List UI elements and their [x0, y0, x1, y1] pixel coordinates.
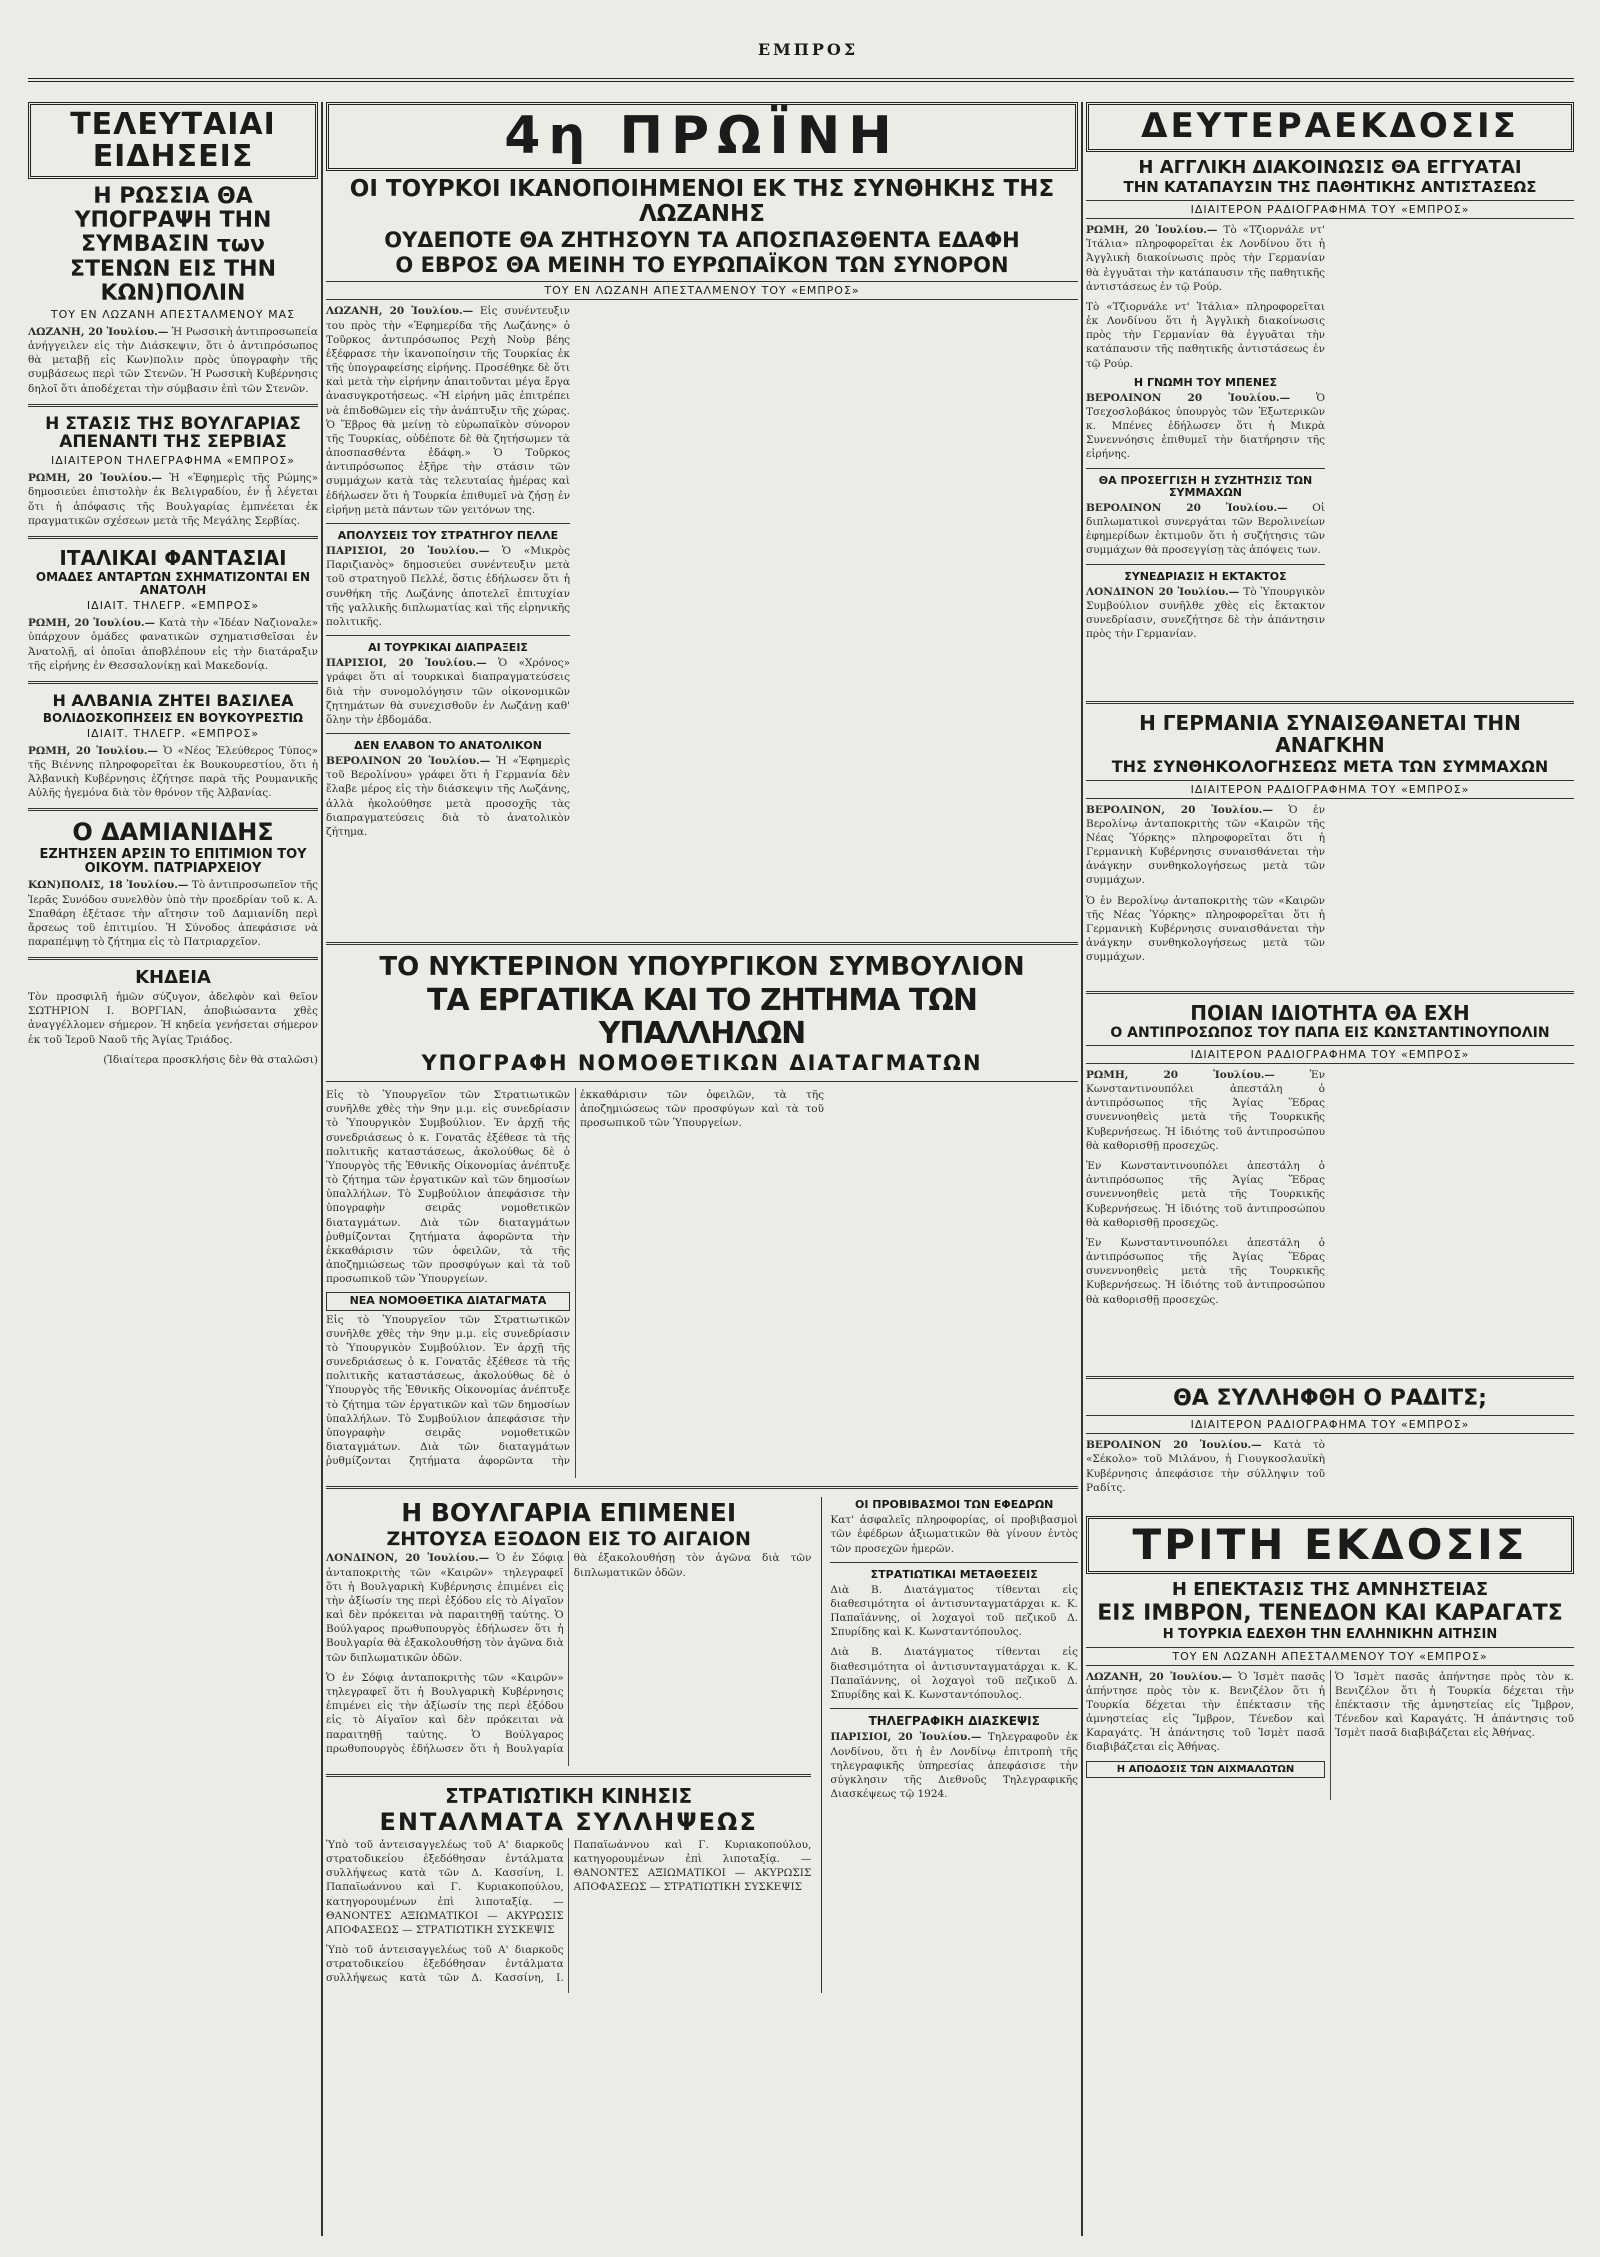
main-article-columns [326, 304, 1078, 934]
deck: ΤΟΥ ΕΝ ΛΩΖΑΝΗ ΑΠΕΣΤΑΛΜΕΝΟΥ ΜΑΣ [50, 307, 296, 321]
subhead: Ο ΕΒΡΟΣ ΘΑ ΜΕΙΝΗ ΤΟ ΕΥΡΩΠΑΪΚΟΝ ΤΩΝ ΣΥΝΟΡΟΝ [395, 253, 1009, 278]
divider [1086, 991, 1574, 994]
divider [28, 957, 318, 960]
masthead-rule [28, 78, 1574, 82]
side-notes [821, 1497, 1078, 1993]
section-title-box [1086, 102, 1574, 152]
deck: ΙΔΙΑΙΤΕΡΟΝ ΡΑΔΙΟΓΡΑΦΗΜΑ ΤΟΥ «ΕΜΠΡΟΣ» [1086, 1045, 1574, 1064]
article-text: Ἐν Κωνσταντινουπόλει ἀπεστάλη ὁ ἀντιπρόσωπος τῆς Ἁγίας Ἕδρας συνεννοηθεὶς μετὰ τῆς Τουρκικῆς Κυβερνήσεως. Ἡ ἰδιότης τοῦ ἀντιπροσώπου θὰ καθορισθῇ προσεχῶς. [1086, 1068, 1325, 1152]
article-body [830, 1730, 1078, 1801]
article-text: Τὸ «Τζιορνάλε ντ' Ἰτάλια» πληροφορεῖται ἐκ Λονδίνου ὅτι ἡ Ἀγγλικὴ διακοίνωσις πρὸς τὴν Γερμανίαν θὰ ἐγγυᾶται τὴν κατάπαυσιν τῆς παθητικῆς ἀντιστάσεως ἐν τῷ Ρούρ. [1086, 300, 1325, 370]
subhead: ΟΜΑΔΕΣ ΑΝΤΑΡΤΩΝ ΣΧΗΜΑΤΙΖΟΝΤΑΙ ΕΝ ΑΝΑΤΟΛΗ [35, 569, 311, 598]
article-text: Ὑπὸ τοῦ ἀντεισαγγελέως τοῦ Α' διαρκοῦς στρατοδικείου ἐξεδόθησαν ἐντάλματα συλλήψεως κατὰ τῶν Δ. Κασσίνη, Ι. Παπαϊωάννου καὶ Γ. Κυριακοπούλου, κατηγορουμένων ἐπὶ λιποταξίᾳ. — ΘΑΝΟΝΤΕΣ ΑΞΙΩΜΑΤΙΚΟΙ — ΑΚΥΡΩΣΙΣ ΑΠΟΦΑΣΕΩΣ — ΣΤΡΑΤΙΩΤΙΚΗ ΣΥΣΚΕΨΙΣ [326, 1838, 812, 1985]
article-text: Εἰς συνέντευξιν του πρὸς τὴν «Ἐφημερίδα τῆς Λωζάνης» ὁ Τοῦρκος ἀντιπρόσωπος Ρεχὴ Νοὺρ βέης ἐξέφρασε τὴν ἱκανοποίησιν τῆς Τουρκίας ἐκ τῆς ὑπογραφείσης εἰρήνης. Προσέθηκε δὲ ὅτι καὶ μετὰ τὴν εἰρήνην ἀπαιτοῦνται μέγα ἔργα ἀνασυγκροτήσεως. «Ἡ εἰρήνη μᾶς ἐπιτρέπει νὰ ἐπιδοθῶμεν εἰς τὴν ἀνάπτυξιν τῆς χώρας. Ὁ Ἕβρος θὰ μείνῃ τὸ εὐρωπαϊκὸν σύνορον τῆς Τουρκίας, οὐδέποτε δὲ θὰ ζητήσωμεν τὰ ἀποσπασθέντα ἐδάφη.» Ὁ Τοῦρκος ἀντιπρόσωπος ἐξῆρε τὴν στάσιν τῶν συμμάχων κατὰ τὰς τελευταίας ἡμέρας καὶ ἐδήλωσεν ὅτι ἡ Τουρκία ἐπιθυμεῖ νὰ ζήσῃ ἐν εἰρήνῃ μετὰ πάντων τῶν γειτόνων της. [326, 305, 571, 516]
headline: ΣΤΡΑΤΙΩΤΙΚΑΙ ΜΕΤΑΘΕΣΕΙΣ [870, 1567, 1038, 1581]
article-text: Ὑπὸ τοῦ ἀντεισαγγελέως τοῦ Α' διαρκοῦς στρατοδικείου ἐξεδόθησαν ἐντάλματα συλλήψεως κατὰ τῶν Δ. Κασσίνη, Ι. Παπαϊωάννου καὶ Γ. Κυριακοπούλου, κατηγορουμένων ἐπὶ λιποταξίᾳ. — ΘΑΝΟΝΤΕΣ ΑΞΙΩΜΑΤΙΚΟΙ — ΑΚΥΡΩΣΙΣ ΑΠΟΦΑΣΕΩΣ — ΣΤΡΑΤΙΩΤΙΚΗ ΣΥΣΚΕΨΙΣ [326, 1838, 564, 1936]
deck: ΙΔΙΑΙΤ. ΤΗΛΕΓΡ. «ΕΜΠΡΟΣ» [86, 599, 260, 613]
dateline: ΒΕΡΟΛΙΝΟΝ 20 Ἰουλίου.— [1086, 391, 1291, 404]
headline: ΘΑ ΠΡΟΣΕΓΓΙΣΗ Η ΣΥΖΗΤΗΣΙΣ ΤΩΝ ΣΥΜΜΑΧΩΝ [1098, 473, 1313, 499]
article-body [326, 544, 570, 629]
subhead: ΟΥΔΕΠΟΤΕ ΘΑ ΖΗΤΗΣΟΥΝ ΤΑ ΑΠΟΣΠΑΣΘΕΝΤΑ ΕΔΑΦΗ [384, 228, 1020, 253]
headline: ΠΟΙΑΝ ΙΔΙΟΤΗΤΑ ΘΑ ΕΧΗ [1190, 1000, 1470, 1025]
divider [830, 1708, 1078, 1709]
divider [28, 536, 318, 539]
headline: ΚΗΔΕΙΑ [135, 967, 211, 989]
article-body [1086, 1670, 1325, 1755]
subhead: ΥΠΟΓΡΑΦΗ ΝΟΜΟΘΕΤΙΚΩΝ ΔΙΑΤΑΓΜΑΤΩΝ [421, 1050, 983, 1075]
footer-note: (Ἰδιαίτερα προσκλήσις δὲν θὰ σταλῶσι) [103, 1053, 318, 1066]
subhead: ΒΟΛΙΔΟΣΚΟΠΗΣΕΙΣ ΕΝ ΒΟΥΚΟΥΡΕΣΤΙΩ [42, 710, 304, 725]
deck: ΙΔΙΑΙΤ. ΤΗΛΕΓΡ. «ΕΜΠΡΟΣ» [86, 726, 260, 740]
article-text: Ὁ Τσεχοσλοβάκος ὑπουργὸς τῶν Ἐξωτερικῶν κ. Μπένες ἐδήλωσεν ὅτι ἡ Μικρὰ Συνεννόησις ἐπιθυμεῖ τὴν διατήρησιν τῆς εἰρήνης. [1086, 391, 1325, 461]
divider [326, 1486, 1078, 1489]
subhead: ΕΝΤΑΛΜΑΤΑ ΣΥΛΛΗΨΕΩΣ [379, 1808, 758, 1837]
center-column [326, 102, 1078, 2236]
article-text: Ὁ ἐν Βερολίνῳ ἀνταποκριτὴς τῶν «Καιρῶν τῆς Νέας Ὑόρκης» πληροφορεῖται ὅτι ἡ Γερμανικὴ Κυβέρνησις συναισθάνεται τὴν ἀνάγκην συνθηκολογήσεως μετὰ τῶν συμμάχων. [1086, 894, 1325, 964]
divider [326, 523, 570, 524]
headline: Η ΓΕΡΜΑΝΙΑ ΣΥΝΑΙΣΘΑΝΕΤΑΙ ΤΗΝ ΑΝΑΓΚΗΝ [1139, 710, 1521, 757]
section-title-box [326, 102, 1078, 171]
raditch-columns [1086, 1438, 1574, 1508]
article-text: Ἡ Ρωσσικὴ ἀντιπροσωπεία ἀνήγγειλεν εἰς τὴν Διάσκεψιν, ὅτι ὁ ἀντιπρόσωπος θὰ μεταβῇ εἰς Κων)πολιν πρὸς ὑπογραφὴν τῆς συμβάσεως περὶ τῶν Στενῶν. Ἡ Ρωσσικὴ Κυβέρνησις δηλοῖ ὅτι ἀποδέχεται τὴν σύμβασιν ἐπὶ τῶν Στενῶν. [28, 325, 318, 395]
article-text: Τηλεγραφοῦν ἐκ Λονδίνου, ὅτι ἡ ἐν Λονδίνῳ ἐπιτροπὴ τῆς τηλεγραφικῆς ὑπηρεσίας ἀπεφάσισε τὴν σύγκλησιν τῆς Διεθνοῦς Τηλεγραφικῆς Διασκέψεως τῷ 1924. [830, 1731, 1078, 1801]
boxed-heading: ΝΕΑ ΝΟΜΟΘΕΤΙΚΑ ΔΙΑΤΑΓΜΑΤΑ [326, 1292, 570, 1310]
deck: ΙΔΙΑΙΤΕΡΟΝ ΡΑΔΙΟΓΡΑΦΗΜΑ ΤΟΥ «ΕΜΠΡΟΣ» [1086, 780, 1574, 799]
subhead: Η ΤΟΥΡΚΙΑ ΕΔΕΧΘΗ ΤΗΝ ΕΛΛΗΝΙΚΗΝ ΑΙΤΗΣΙΝ [1162, 1627, 1498, 1643]
right-column [1086, 102, 1574, 2236]
column-divider [1081, 102, 1083, 2236]
article-body [28, 744, 318, 801]
article-body [1086, 391, 1325, 462]
section-title-box [28, 102, 318, 179]
dateline: ΠΑΡΙΣΙΟΙ, 20 Ἰουλίου.— [326, 657, 487, 670]
cabinet-article-columns [326, 1088, 1078, 1478]
right-top-columns [1086, 223, 1574, 693]
section-title: ΤΕΛΕΥΤΑΙΑΙ ΕΙΔΗΣΕΙΣ [70, 107, 276, 174]
headline: ΘΑ ΣΥΛΛΗΦΘΗ Ο ΡΑΔΙΤΣ; [1173, 1385, 1487, 1411]
headline: ΣΤΡΑΤΙΩΤΙΚΗ ΚΙΝΗΣΙΣ [445, 1784, 693, 1809]
dateline: ΡΩΜΗ, 20 Ἰουλίου.— [28, 744, 159, 757]
headline: ΟΙ ΠΡΟΒΙΒΑΣΜΟΙ ΤΩΝ ΕΦΕΔΡΩΝ [854, 1498, 1054, 1512]
headline: ΔΕΝ ΕΛΑΒΟΝ ΤΟ ΑΝΑΤΟΛΙΚΟΝ [354, 739, 542, 753]
article-body [326, 656, 570, 727]
section-title: 4η ΠΡΩΪΝΗ [504, 106, 900, 166]
lower-center-row [326, 1497, 1078, 1993]
article-text: Εἰς τὸ Ὑπουργεῖον τῶν Στρατιωτικῶν συνῆλθε χθὲς τὴν 9ην μ.μ. εἰς συνεδρίασιν τὸ Ὑπουργικὸν Συμβούλιον. Ἐν ἀρχῇ τῆς συνεδριάσεως ὁ κ. Γονατᾶς ἐξέθεσε τὰ τῆς πολιτικῆς καταστάσεως, ἀκολούθως δὲ ὁ Ὑπουργὸς τῆς Ἐθνικῆς Οἰκονομίας ἀνέπτυξε τὸ ζήτημα τῶν ἐργατικῶν καὶ τῶν δημοσίων ὑπαλλήλων. Τὸ Συμβούλιον ἀπεφάσισε τὴν ὑπογραφὴν σειρᾶς νομοθετικῶν διαταγμάτων. Διὰ τῶν διαταγμάτων ῥυθμίζονται ζητήματα ἀφορῶντα τὴν ἐκκαθάρισιν τῶν ὀφειλῶν, τὰ τῆς ἀποζημιώσεως τῶν προσφύγων καὶ τὰ τοῦ προσωπικοῦ τῶν Ὑπουργείων. [326, 1089, 570, 1286]
divider [28, 681, 318, 684]
subhead: Ο ΑΝΤΙΠΡΟΣΩΠΟΣ ΤΟΥ ΠΑΠΑ ΕΙΣ ΚΩΝΣΤΑΝΤΙΝΟΥΠΟΛΙΝ [1110, 1024, 1550, 1041]
article-body [1086, 1068, 1325, 1153]
dateline: ΛΟΝΔΙΝΟΝ 20 Ἰουλίου.— [1086, 585, 1240, 598]
section-title-box [1086, 1516, 1574, 1574]
article-text: Τὸ Ὑπουργικὸν Συμβούλιον συνῆλθε χθὲς εἰς ἔκτακτον συνεδρίασιν, συνεζήτησε δὲ τὴν ἀπάντησιν πρὸς τὴν Γερμανίαν. [1086, 585, 1325, 641]
dateline: ΛΟΝΔΙΝΟΝ, 20 Ἰουλίου.— [326, 1552, 490, 1565]
article-text: Ἐν Κωνσταντινουπόλει ἀπεστάλη ὁ ἀντιπρόσωπος τῆς Ἁγίας Ἕδρας συνεννοηθεὶς μετὰ τῆς Τουρκικῆς Κυβερνήσεως. Ἡ ἰδιότης τοῦ ἀντιπροσώπου θὰ καθορισθῇ προσεχῶς. [1086, 1236, 1325, 1306]
newspaper-page [28, 40, 1574, 2236]
article-body [28, 616, 318, 673]
dateline: ΛΩΖΑΝΗ, 20 Ἰουλίου.— [1086, 1670, 1233, 1683]
article-text: Κατὰ τὸ «Σέκολο» τοῦ Μιλάνου, ἡ Γιουγκοσλαυϊκὴ Κυβέρνησις ἀπεφάσισε τὴν σύλληψιν τοῦ Ραδίτς. [1086, 1439, 1325, 1494]
article-text: Ὁ ἐν Σόφιᾳ ἀνταποκριτὴς τῶν «Καιρῶν» τηλεγραφεῖ ὅτι ἡ Βουλγαρικὴ Κυβέρνησις ἐπιμένει εἰς τὴν ἀξίωσίν της περὶ ἐξόδου εἰς τὸ Αἰγαῖον καὶ δὲν πρόκειται νὰ παραιτηθῇ ταύτης. Ὁ Βούλγαρος πρωθυπουργὸς ἐδήλωσεν ὅτι ἡ Βουλγαρία θὰ ἐξακολουθήσῃ τὸν ἀγῶνα διὰ τῶν διπλωματικῶν ὁδῶν. [326, 1552, 812, 1755]
article-text: Ἡ «Ἐφημερὶς τοῦ Βερολίνου» γράφει ὅτι ἡ Γερμανία δὲν ἔλαβε μέρος εἰς τὴν διάσκεψιν τῆς Λωζάνης, ἀλλὰ ἠκολούθησε μετὰ προσοχῆς τὰς διαπραγματεύσεις διὰ τὸ ἀνατολικὸν ζήτημα. [326, 755, 571, 838]
article-text: Διὰ Β. Διατάγματος τίθενται εἰς διαθεσιμότητα οἱ ἀντισυνταγματάρχαι κ. Κ. Παπαϊάννης, οἱ λοχαγοὶ τοῦ πεζικοῦ Δ. Σπυρίδης καὶ Κ. Κωνσταντόπουλος. [830, 1646, 1078, 1701]
headline: ΙΤΑΛΙΚΑΙ ΦΑΝΤΑΣΙΑΙ [59, 545, 287, 570]
subhead: ΕΖΗΤΗΣΕΝ ΑΡΣΙΝ ΤΟ ΕΠΙΤΙΜΙΟΝ ΤΟΥ ΟΙΚΟΥΜ. ΠΑΤΡΙΑΡΧΕΙΟΥ [39, 846, 307, 877]
article-text: Διὰ Β. Διατάγματος τίθενται εἰς διαθεσιμότητα οἱ ἀντισυνταγματάρχαι κ. Κ. Παπαϊάννης, οἱ λοχαγοὶ τοῦ πεζικοῦ Δ. Σπυρίδης καὶ Κ. Κωνσταντόπουλος. [830, 1583, 1078, 1639]
article-text: Ὁ «Νέος Ἐλεύθερος Τύπος» τῆς Βιέννης πληροφορεῖται ἐκ Βουκουρεστίου, ὅτι ἡ Ἀλβανικὴ Κυβέρνησις ἐζήτησε παρὰ τῆς Ρουμανικῆς Αὐλῆς ἡγεμόνα διὰ τὸν θρόνον τῆς Ἀλβανίας. [28, 744, 318, 800]
article-text: Κατὰ τὴν «Ἰδέαν Ναζιοναλε» ὑπάρχουν ὁμάδες φανατικῶν σχηματισθεῖσαι ἐν Ἀνατολῇ, αἱ ὁποῖαι ἀποβλέπουν εἰς τὴν διατάραξιν τῆς εἰρήνης ἐν Θεσσαλονίκῃ καὶ Μακεδονίᾳ. [28, 617, 318, 672]
article-body [28, 471, 318, 528]
article-body [1086, 1438, 1325, 1495]
dateline: ΡΩΜΗ, 20 Ἰουλίου.— [1086, 1068, 1275, 1081]
article-text: Τὸ ἀντιπροσωπεῖον τῆς Ἱερᾶς Συνόδου συνελθὸν ὑπὸ τὴν προεδρίαν τοῦ κ. Α. Σπαθάρη ἐξέτασε τὴν αἴτησιν τοῦ Δαμιανίδη περὶ ἄρσεως τοῦ ἐπιτιμίου. Ἡ Σύνοδος ἀπεφάσισε νὰ παραπέμψῃ τὸ ζήτημα εἰς τὸ Πατριαρχεῖον. [28, 879, 318, 949]
deck: ΙΔΙΑΙΤΕΡΟΝ ΤΗΛΕΓΡΑΦΗΜΑ «ΕΜΠΡΟΣ» [50, 454, 296, 468]
deck: ΙΔΙΑΙΤΕΡΟΝ ΡΑΔΙΟΓΡΑΦΗΜΑ ΤΟΥ «ΕΜΠΡΟΣ» [1086, 1415, 1574, 1434]
article-text: Ὁ Ἰσμὲτ πασᾶς ἀπήντησε πρὸς τὸν κ. Βενιζέλον ὅτι ἡ Τουρκία δέχεται τὴν ἐπέκτασιν τῆς ἀμνηστείας εἰς Ἴμβρον, Τένεδον καὶ Καραγάτς. Ἡ ἀπάντησις τοῦ Ἰσμὲτ πασᾶ διαβιβάζεται εἰς Ἀθήνας. [1086, 1670, 1326, 1754]
headline: Η ΑΓΓΛΙΚΗ ΔΙΑΚΟΙΝΩΣΙΣ ΘΑ ΕΓΓΥΑΤΑΙ [1138, 156, 1522, 178]
headline: ΑΠΟΛΥΣΕΙΣ ΤΟΥ ΣΤΡΑΤΗΓΟΥ ΠΕΛΛΕ [337, 528, 559, 542]
article-body [1086, 585, 1325, 642]
divider [1086, 1376, 1574, 1379]
article-body [28, 878, 318, 949]
dateline: ΛΩΖΑΝΗ, 20 Ἰουλίου.— [326, 305, 474, 318]
article-body [28, 325, 318, 396]
masthead: ΕΜΠΡΟΣ [757, 40, 859, 59]
deck: ΙΔΙΑΙΤΕΡΟΝ ΡΑΔΙΟΓΡΑΦΗΜΑ ΤΟΥ «ΕΜΠΡΟΣ» [1086, 200, 1574, 219]
dateline: ΒΕΡΟΛΙΝΟΝ 20 Ἰουλίου.— [1086, 501, 1288, 514]
dateline: ΠΑΡΙΣΙΟΙ, 20 Ἰουλίου.— [830, 1731, 982, 1744]
article-body [326, 754, 570, 839]
article-body [1086, 803, 1325, 888]
headline: ΣΥΝΕΔΡΙΑΣΙΣ Η ΕΚΤΑΚΤΟΣ [1124, 569, 1287, 583]
dateline: ΒΕΡΟΛΙΝΟΝ 20 Ἰουλίου.— [326, 755, 491, 768]
divider [1086, 564, 1325, 565]
headline: Η ΕΠΕΚΤΑΣΙΣ ΤΗΣ ΑΜΝΗΣΤΕΙΑΣ [1171, 1579, 1489, 1601]
article-text: Κατ' ἀσφαλεῖς πληροφορίας, οἱ προβιβασμοὶ τῶν ἐφέδρων ἀξιωματικῶν θὰ γίνουν ἐντὸς τῶν προσεχῶν ἡμερῶν. [830, 1514, 1078, 1555]
article-body [1086, 223, 1325, 294]
headline: Η ΡΩΣΣΙΑ ΘΑ ΥΠΟΓΡΑΨΗ ΤΗΝ ΣΥΜΒΑΣΙΝ των ΣΤΕΝΩΝ ΕΙΣ ΤΗΝ ΚΩΝ)ΠΟΛΙΝ [70, 184, 276, 306]
column-divider [321, 102, 323, 2236]
amnesty-columns [1086, 1670, 1574, 1800]
divider [326, 733, 570, 734]
divider [326, 635, 570, 636]
divider [326, 1774, 811, 1777]
article-body [326, 1551, 564, 1664]
dateline: ΛΩΖΑΝΗ, 20 Ἰουλίου.— [28, 325, 169, 338]
section-title: ΔΕΥΤΕΡΑΕΚΔΟΣΙΣ [1141, 106, 1519, 146]
article-text: Ὁ «Μικρὸς Παριζιανὸς» δημοσιεύει συνέντευξιν μετὰ τοῦ στρατηγοῦ Πελλέ, ὅστις ἐδήλωσεν ὅτι ἡ συνθήκη τῆς Λωζάνης ἀποτελεῖ ἐπιτυχίαν τῆς γαλλικῆς διπλωματίας καὶ τῆς εἰρηνικῆς πολιτικῆς. [326, 545, 570, 628]
divider [1086, 701, 1574, 704]
headline: Η ΣΤΑΣΙΣ ΤΗΣ ΒΟΥΛΓΑΡΙΑΣ ΑΠΕΝΑΝΤΙ ΤΗΣ ΣΕΡΒΙΑΣ [45, 413, 301, 453]
divider [28, 808, 318, 811]
headline: Η ΑΛΒΑΝΙΑ ΖΗΤΕΙ ΒΑΣΙΛΕΑ [52, 690, 294, 710]
bulgaria-article [326, 1497, 811, 1993]
headline: Ο ΔΑΜΙΑΝΙΔΗΣ [72, 818, 274, 847]
pope-columns [1086, 1068, 1574, 1368]
article-text: Τὸν προσφιλῆ ἡμῶν σύζυγον, ἀδελφὸν καὶ θεῖον ΣΩΤΗΡΙΟΝ Ι. ΒΟΡΓΙΑΝ, ἀποβιώσαντα χθὲς ἀναγγέλλομεν σήμερον. Ἡ κηδεία γενήσεται σήμερον ἐκ τοῦ Ἱεροῦ Ναοῦ τῆς Ἁγίας Τριάδος. [28, 991, 318, 1046]
military-columns [326, 1838, 811, 1993]
divider [326, 942, 1078, 945]
article-text: Ὁ ἐν Σόφιᾳ ἀνταποκριτὴς τῶν «Καιρῶν» τηλεγραφεῖ ὅτι ἡ Βουλγαρικὴ Κυβέρνησις ἐπιμένει εἰς τὴν ἀξίωσίν της περὶ ἐξόδου εἰς τὸ Αἰγαῖον καὶ δὲν πρόκειται νὰ παραιτηθῇ ταύτης. Ὁ Βούλγαρος πρωθυπουργὸς ἐδήλωσεν ὅτι ἡ Βουλγαρία θὰ ἐξακολουθήσῃ τὸν ἀγῶνα διὰ τῶν διπλωματικῶν ὁδῶν. [326, 1552, 564, 1664]
headline: ΤΗΛΕΓΡΑΦΙΚΗ ΔΙΑΣΚΕΨΙΣ [868, 1714, 1040, 1729]
dateline: ΡΩΜΗ, 20 Ἰουλίου.— [28, 617, 156, 630]
boxed-heading: Η ΑΠΟΔΟΣΙΣ ΤΩΝ ΑΙΧΜΑΛΩΤΩΝ [1086, 1761, 1325, 1778]
headline: Η ΓΝΩΜΗ ΤΟΥ ΜΠΕΝΕΣ [1133, 375, 1278, 389]
headline: ΑΙ ΤΟΥΡΚΙΚΑΙ ΔΙΑΠΡΑΞΕΙΣ [368, 641, 528, 655]
headline: Η ΒΟΥΛΓΑΡΙΑ ΕΠΙΜΕΝΕΙ [401, 1498, 737, 1528]
subhead: ΤΗΝ ΚΑΤΑΠΑΥΣΙΝ ΤΗΣ ΠΑΘΗΤΙΚΗΣ ΑΝΤΙΣΤΑΣΕΩΣ [1123, 178, 1537, 197]
article-text: Οἱ διπλωματικοὶ συνεργάται τῶν Βερολινείων ἐφημερίδων ἐκτιμοῦν ὅτι ἡ συζήτησις τῶν συμμάχων θὰ προσεγγίσῃ τὰς ἀπόψεις των. [1086, 501, 1325, 557]
subhead: ΕΙΣ ΙΜΒΡΟΝ, ΤΕΝΕΔΟΝ ΚΑΙ ΚΑΡΑΓΑΤΣ [1097, 1601, 1563, 1627]
deck: ΤΟΥ ΕΝ ΛΩΖΑΝΗ ΑΠΕΣΤΑΛΜΕΝΟΥ ΤΟΥ «ΕΜΠΡΟΣ» [1086, 1647, 1574, 1666]
article-text: Ὁ «Χρόνος» γράφει ὅτι αἱ τουρκικαὶ διαπραγματεύσεις διὰ τὴν συνομολόγησιν τῶν οἰκονομικῶν ζητημάτων θὰ συνεχισθοῦν ἐν Λωζάνῃ καθ' ὅλην τὴν ἑβδομάδα. [326, 657, 571, 726]
divider [1086, 468, 1325, 469]
article-text: Εἰς τὸ Ὑπουργεῖον τῶν Στρατιωτικῶν συνῆλθε χθὲς τὴν 9ην μ.μ. εἰς συνεδρίασιν τὸ Ὑπουργικὸν Συμβούλιον. Ἐν ἀρχῇ τῆς συνεδριάσεως ὁ κ. Γονατᾶς ἐξέθεσε τὰ τῆς πολιτικῆς καταστάσεως, ἀκολούθως δὲ ὁ Ὑπουργὸς τῆς Ἐθνικῆς Οἰκονομίας ἀνέπτυξε τὸ ζήτημα τῶν ἐργατικῶν καὶ τῶν δημοσίων ὑπαλλήλων. Τὸ Συμβούλιον ἀπεφάσισε τὴν ὑπογραφὴν σειρᾶς νομοθετικῶν διαταγμάτων. Διὰ τῶν διαταγμάτων ῥυθμίζονται ζητήματα ἀφορῶντα τὴν ἐκκαθάρισιν τῶν ὀφειλῶν, τὰ τῆς ἀποζημιώσεως τῶν προσφύγων καὶ τὰ τοῦ προσωπικοῦ τῶν Ὑπουργείων. [326, 1089, 824, 1468]
left-column [28, 102, 318, 2236]
dateline: ΚΩΝ)ΠΟΛΙΣ, 18 Ἰουλίου.— [28, 879, 189, 892]
dateline: ΡΩΜΗ, 20 Ἰουλίου.— [1086, 223, 1218, 236]
dateline: ΒΕΡΟΛΙΝΟΝ, 20 Ἰουλίου.— [1086, 803, 1273, 816]
divider [28, 404, 318, 407]
article-text: Ἐν Κωνσταντινουπόλει ἀπεστάλη ὁ ἀντιπρόσωπος τῆς Ἁγίας Ἕδρας συνεννοηθεὶς μετὰ τῆς Τουρκικῆς Κυβερνήσεως. Ἡ ἰδιότης τοῦ ἀντιπροσώπου θὰ καθορισθῇ προσεχῶς. [1086, 1160, 1325, 1229]
subhead: ΖΗΤΟΥΣΑ ΕΞΟΔΟΝ ΕΙΣ ΤΟ ΑΙΓΑΙΟΝ [386, 1527, 751, 1550]
bulgaria-columns [326, 1551, 811, 1766]
article-text: Ὁ Ἰσμὲτ πασᾶς ἀπήντησε πρὸς τὸν κ. Βενιζέλον ὅτι ἡ Τουρκία δέχεται τὴν ἐπέκτασιν τῆς ἀμνηστείας εἰς Ἴμβρον, Τένεδον καὶ Καραγάτς. Ἡ ἀπάντησις τοῦ Ἰσμὲτ πασᾶ διαβιβάζεται εἰς Ἀθήνας. [1335, 1670, 1574, 1740]
article-text: Ἡ «Ἐφημερὶς τῆς Ρώμης» δημοσιεύει ἐπιστολὴν ἐκ Βελιγραδίου, ἐν ᾗ λέγεται ὅτι ἡ ἀπόφασις τῆς Βουλγαρίας ἐμπνέεται ἐκ πραγματικῶν σχέσεων μετὰ τῆς Μεγάλης Σερβίας. [28, 472, 318, 527]
article-body [1086, 501, 1325, 558]
dateline: ΒΕΡΟΛΙΝΟΝ 20 Ἰουλίου.— [1086, 1439, 1262, 1452]
divider [830, 1562, 1078, 1563]
dateline: ΠΑΡΙΣΙΟΙ, 20 Ἰουλίου.— [326, 545, 490, 558]
article-text: Τὸ «Τζιορνάλε ντ' Ἰτάλια» πληροφορεῖται ἐκ Λονδίνου ὅτι ἡ Ἀγγλικὴ διακοίνωσις πρὸς τὴν Γερμανίαν θὰ ἐγγυᾶται τὴν κατάπαυσιν τῆς παθητικῆς ἀντιστάσεως ἐν τῷ Ρούρ. [1086, 223, 1325, 293]
subhead: ΤΑ ΕΡΓΑΤΙΚΑ ΚΑΙ ΤΟ ΖΗΤΗΜΑ ΤΩΝ ΥΠΑΛΛΗΛΩΝ [427, 982, 977, 1051]
deck: ΤΟΥ ΕΝ ΛΩΖΑΝΗ ΑΠΕΣΤΑΛΜΕΝΟΥ ΤΟΥ «ΕΜΠΡΟΣ» [326, 281, 1078, 300]
headline: ΤΟ ΝΥΚΤΕΡΙΝΟΝ ΥΠΟΥΡΓΙΚΟΝ ΣΥΜΒΟΥΛΙΟΝ [379, 952, 1025, 983]
section-title: ΤΡΙΤΗ ΕΚΔΟΣΙΣ [1132, 1520, 1528, 1570]
article-text: Ὁ ἐν Βερολίνῳ ἀνταποκριτὴς τῶν «Καιρῶν τῆς Νέας Ὑόρκης» πληροφορεῖται ὅτι ἡ Γερμανικὴ Κυβέρνησις συναισθάνεται τὴν ἀνάγκην συνθηκολογήσεως μετὰ τῶν συμμάχων. [1086, 803, 1325, 887]
germany-columns [1086, 803, 1574, 983]
article-body [326, 304, 570, 517]
divider [326, 1081, 1078, 1082]
dateline: ΡΩΜΗ, 20 Ἰουλίου.— [28, 472, 163, 485]
subhead: ΤΗΣ ΣΥΝΘΗΚΟΛΟΓΗΣΕΩΣ ΜΕΤΑ ΤΩΝ ΣΥΜΜΑΧΩΝ [1111, 756, 1549, 776]
headline: ΟΙ ΤΟΥΡΚΟΙ ΙΚΑΝΟΠΟΙΗΜΕΝΟΙ ΕΚ ΤΗΣ ΣΥΝΘΗΚΗΣ ΤΗΣ ΛΩΖΑΝΗΣ [349, 175, 1055, 227]
